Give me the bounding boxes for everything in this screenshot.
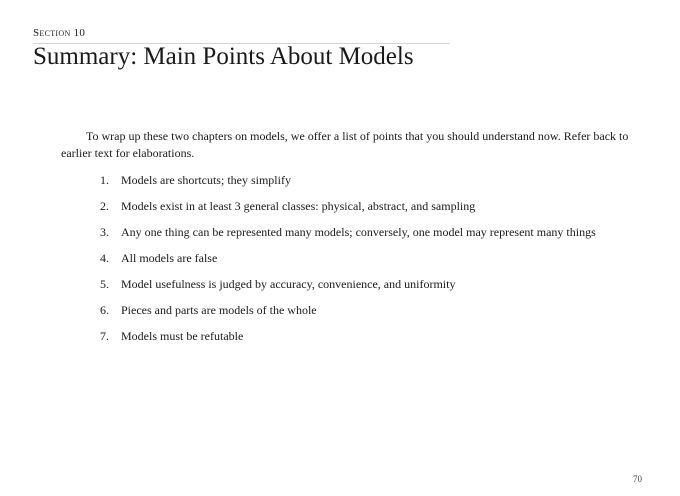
section-label: Section 10 xyxy=(33,27,86,39)
list-item-text: Models must be refutable xyxy=(121,329,244,343)
list-item-text: Models exist in at least 3 general classes: physical, abstract, and sampling xyxy=(121,199,476,213)
list-item-number: 6. xyxy=(100,303,109,317)
list-item-number: 1. xyxy=(100,173,109,187)
page-title: Summary: Main Points About Models xyxy=(33,43,414,70)
list-item xyxy=(100,328,620,345)
list-item-number: 2. xyxy=(100,199,109,213)
list-item-number: 3. xyxy=(100,225,109,239)
list-item-text: Pieces and parts are models of the whole xyxy=(121,303,317,317)
list-item-text: Any one thing can be represented many models; conversely, one model may represent many things xyxy=(121,225,596,239)
list-item-number: 7. xyxy=(100,329,109,343)
list-item xyxy=(100,198,620,215)
list-item xyxy=(100,302,620,319)
intro-paragraph: To wrap up these two chapters on models, we offer a list of points that you should understand now. Refer back to earlier text for elaborations. xyxy=(61,129,629,160)
list-item-number: 5. xyxy=(100,277,109,291)
list-item xyxy=(100,224,620,241)
list-item-text: Model usefulness is judged by accuracy, convenience, and uniformity xyxy=(121,277,456,291)
list-item xyxy=(100,250,620,267)
list-item-number: 4. xyxy=(100,251,109,265)
page-number: 70 xyxy=(633,474,642,484)
list-item-text: Models are shortcuts; they simplify xyxy=(121,173,291,187)
list-item-text: All models are false xyxy=(121,251,218,265)
list-item xyxy=(100,276,620,293)
list-item xyxy=(100,172,620,189)
main-points-list xyxy=(100,172,620,354)
